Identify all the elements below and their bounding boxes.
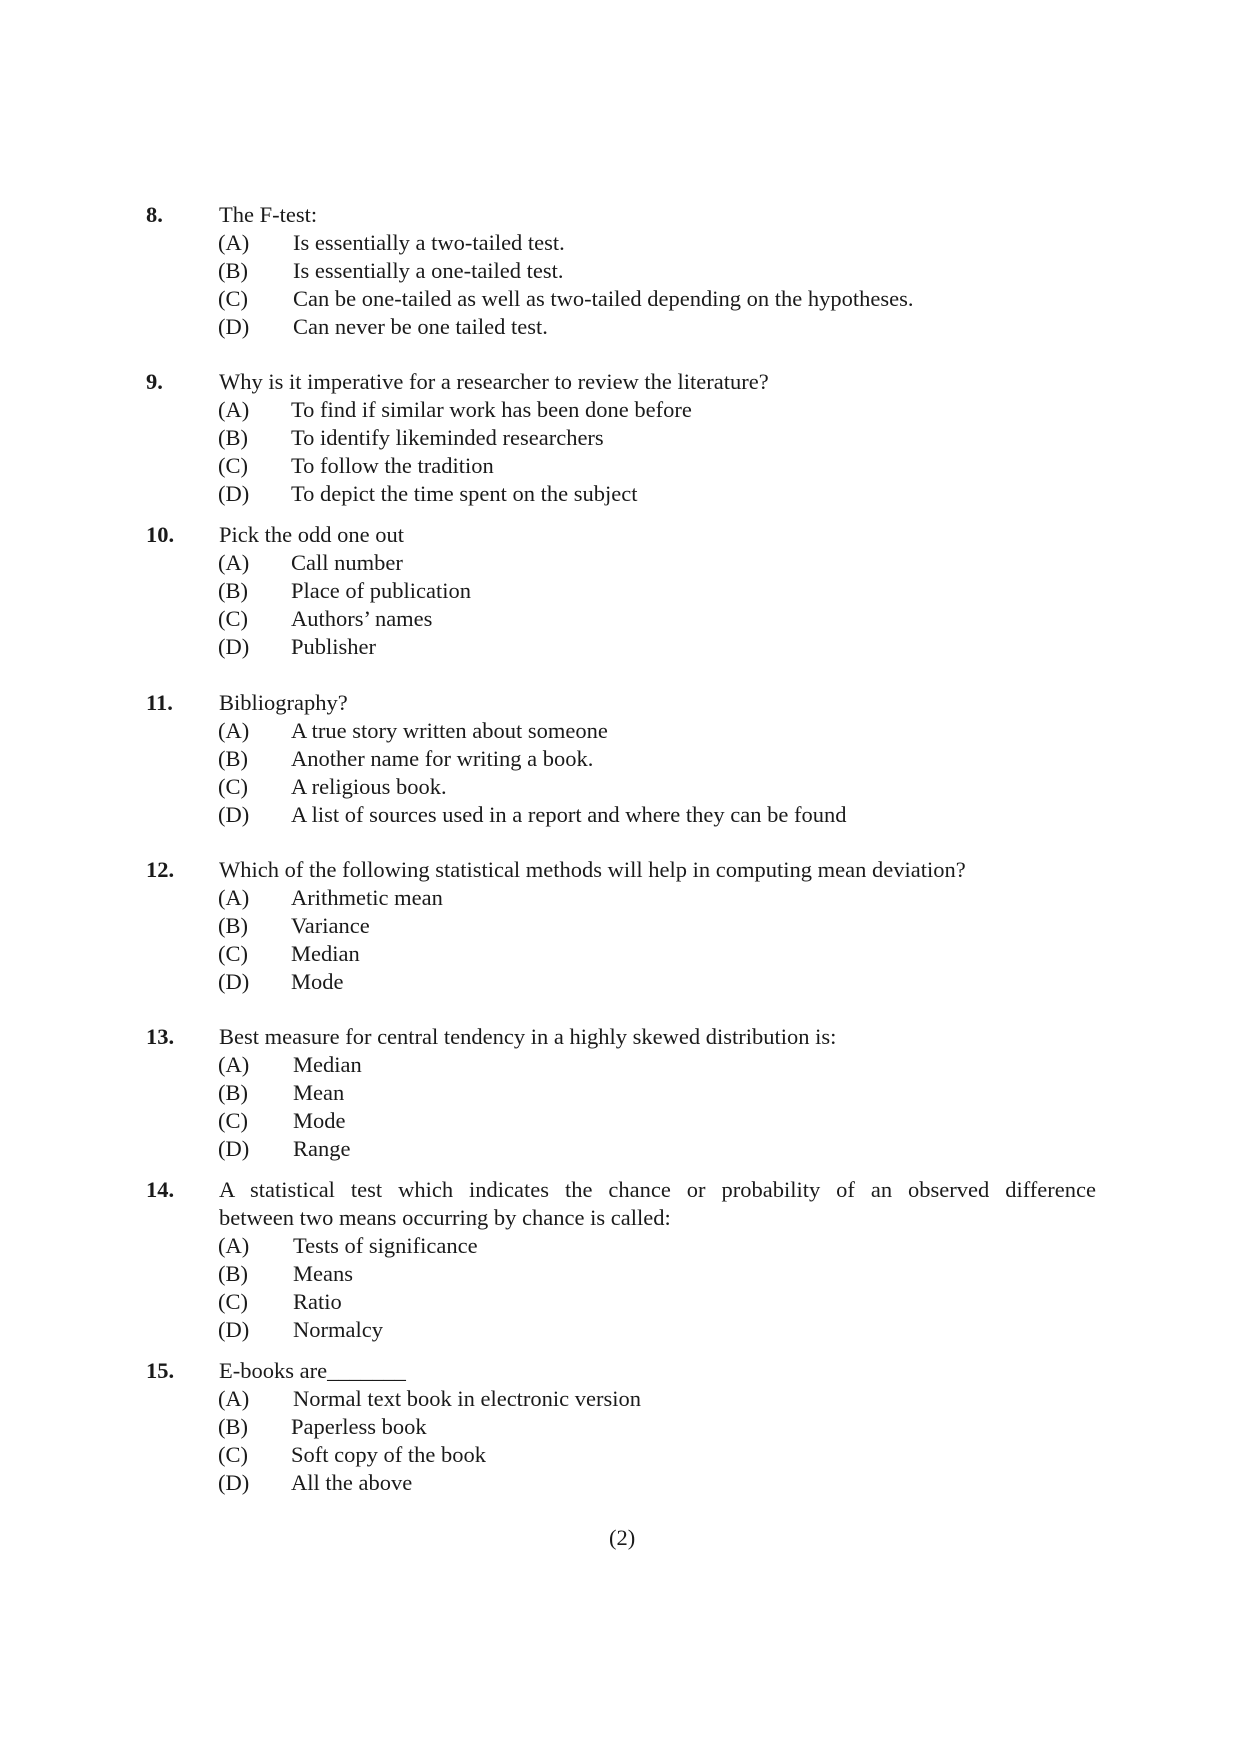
option-b <box>0 1413 1241 1441</box>
option-text: Ratio <box>293 1289 342 1314</box>
option-b <box>0 257 1241 285</box>
option-c <box>0 1441 1241 1469</box>
option-text: To follow the tradition <box>291 453 494 478</box>
question-15 <box>0 1357 1241 1497</box>
option-d <box>0 480 1241 508</box>
option-letter: (D) <box>218 481 250 506</box>
question-text: The F-test: <box>219 202 318 227</box>
option-letter: (A) <box>218 1386 250 1411</box>
question-stem <box>0 856 1241 884</box>
question-number: 9. <box>146 369 163 394</box>
option-text: Range <box>293 1136 351 1161</box>
option-a <box>0 717 1241 745</box>
option-text: Means <box>293 1261 353 1286</box>
option-letter: (C) <box>218 1442 248 1467</box>
question-number: 11. <box>146 690 173 715</box>
option-letter: (A) <box>218 718 250 743</box>
option-letter: (B) <box>218 913 248 938</box>
option-text: A religious book. <box>291 774 447 799</box>
question-text-line-2: between two means occurring by chance is called: <box>219 1205 671 1230</box>
option-text: To find if similar work has been done before <box>291 397 692 422</box>
question-text: Bibliography? <box>219 690 348 715</box>
option-letter: (D) <box>218 1470 250 1495</box>
question-text: Best measure for central tendency in a highly skewed distribution is: <box>219 1024 837 1049</box>
question-text: Pick the odd one out <box>219 522 404 547</box>
option-a <box>0 396 1241 424</box>
option-b <box>0 424 1241 452</box>
option-text: Call number <box>291 550 403 575</box>
option-letter: (C) <box>218 286 248 311</box>
option-a <box>0 229 1241 257</box>
option-text: Variance <box>291 913 370 938</box>
question-number: 14. <box>146 1177 175 1202</box>
option-letter: (A) <box>218 1233 250 1258</box>
option-text: Tests of significance <box>293 1233 478 1258</box>
option-letter: (D) <box>218 1136 250 1161</box>
question-10 <box>0 521 1241 661</box>
option-letter: (B) <box>218 1080 248 1105</box>
option-text: Mean <box>293 1080 345 1105</box>
question-stem <box>0 368 1241 396</box>
option-text: To depict the time spent on the subject <box>291 481 638 506</box>
option-text: All the above <box>291 1470 413 1495</box>
option-text: Normalcy <box>293 1317 383 1342</box>
option-text: Is essentially a one-tailed test. <box>293 258 564 283</box>
question-stem <box>0 1357 1241 1385</box>
option-text: A true story written about someone <box>291 718 608 743</box>
option-text: Can be one-tailed as well as two-tailed depending on the hypotheses. <box>293 286 914 311</box>
option-letter: (B) <box>218 746 248 771</box>
question-number: 13. <box>146 1024 175 1049</box>
option-text: Median <box>293 1052 362 1077</box>
question-13 <box>0 1023 1241 1163</box>
option-letter: (A) <box>218 885 250 910</box>
option-letter: (B) <box>218 258 248 283</box>
option-b <box>0 1260 1241 1288</box>
option-letter: (A) <box>218 550 250 575</box>
question-12 <box>0 856 1241 996</box>
option-text: Mode <box>291 969 344 994</box>
question-text: Which of the following statistical methods will help in computing mean deviation? <box>219 857 966 882</box>
option-a <box>0 1232 1241 1260</box>
option-d <box>0 313 1241 341</box>
option-c <box>0 1288 1241 1316</box>
page-number-text: (2) <box>609 1525 636 1550</box>
option-c <box>0 773 1241 801</box>
option-letter: (C) <box>218 453 248 478</box>
option-text: Another name for writing a book. <box>291 746 594 771</box>
option-a <box>0 1051 1241 1079</box>
option-d <box>0 1469 1241 1497</box>
option-d <box>0 633 1241 661</box>
option-d <box>0 1135 1241 1163</box>
question-text: Why is it imperative for a researcher to review the literature? <box>219 369 769 394</box>
option-b <box>0 745 1241 773</box>
option-text: Is essentially a two-tailed test. <box>293 230 565 255</box>
question-14 <box>0 1176 1241 1344</box>
option-a <box>0 1385 1241 1413</box>
option-text: Paperless book <box>291 1414 427 1439</box>
question-stem <box>0 689 1241 717</box>
option-letter: (C) <box>218 1108 248 1133</box>
option-letter: (D) <box>218 802 250 827</box>
option-d <box>0 968 1241 996</box>
question-stem-continued <box>0 1204 1241 1232</box>
option-text: Mode <box>293 1108 346 1133</box>
option-letter: (D) <box>218 314 250 339</box>
question-number: 15. <box>146 1358 175 1383</box>
option-b <box>0 577 1241 605</box>
question-8 <box>0 201 1241 341</box>
option-text: Authors’ names <box>291 606 433 631</box>
option-text: Median <box>291 941 360 966</box>
option-a <box>0 884 1241 912</box>
option-c <box>0 285 1241 313</box>
option-text: Can never be one tailed test. <box>293 314 548 339</box>
option-d <box>0 1316 1241 1344</box>
option-letter: (B) <box>218 1261 248 1286</box>
option-text: A list of sources used in a report and where they can be found <box>291 802 847 827</box>
question-stem <box>0 1023 1241 1051</box>
option-c <box>0 1107 1241 1135</box>
question-9 <box>0 368 1241 508</box>
option-c <box>0 940 1241 968</box>
option-letter: (D) <box>218 634 250 659</box>
option-text: Place of publication <box>291 578 471 603</box>
option-d <box>0 801 1241 829</box>
option-a <box>0 549 1241 577</box>
question-number: 10. <box>146 522 175 547</box>
option-text: Arithmetic mean <box>291 885 443 910</box>
question-number: 12. <box>146 857 175 882</box>
option-letter: (B) <box>218 425 248 450</box>
question-text-line-1: A statistical test which indicates the chance or probability of an observed difference <box>219 1177 1096 1202</box>
question-stem <box>0 1176 1241 1204</box>
option-b <box>0 1079 1241 1107</box>
option-c <box>0 605 1241 633</box>
option-letter: (B) <box>218 578 248 603</box>
option-letter: (C) <box>218 941 248 966</box>
option-letter: (C) <box>218 1289 248 1314</box>
option-text: Soft copy of the book <box>291 1442 486 1467</box>
question-11 <box>0 689 1241 829</box>
option-letter: (C) <box>218 774 248 799</box>
option-letter: (A) <box>218 397 250 422</box>
option-letter: (A) <box>218 1052 250 1077</box>
question-text: E-books are_______ <box>219 1358 406 1383</box>
option-c <box>0 452 1241 480</box>
option-letter: (A) <box>218 230 250 255</box>
option-text: Publisher <box>291 634 377 659</box>
option-letter: (B) <box>218 1414 248 1439</box>
option-text: To identify likeminded researchers <box>291 425 604 450</box>
question-stem <box>0 201 1241 229</box>
option-letter: (C) <box>218 606 248 631</box>
question-number: 8. <box>146 202 163 227</box>
option-text: Normal text book in electronic version <box>293 1386 642 1411</box>
question-stem <box>0 521 1241 549</box>
option-letter: (D) <box>218 1317 250 1342</box>
option-letter: (D) <box>218 969 250 994</box>
option-b <box>0 912 1241 940</box>
